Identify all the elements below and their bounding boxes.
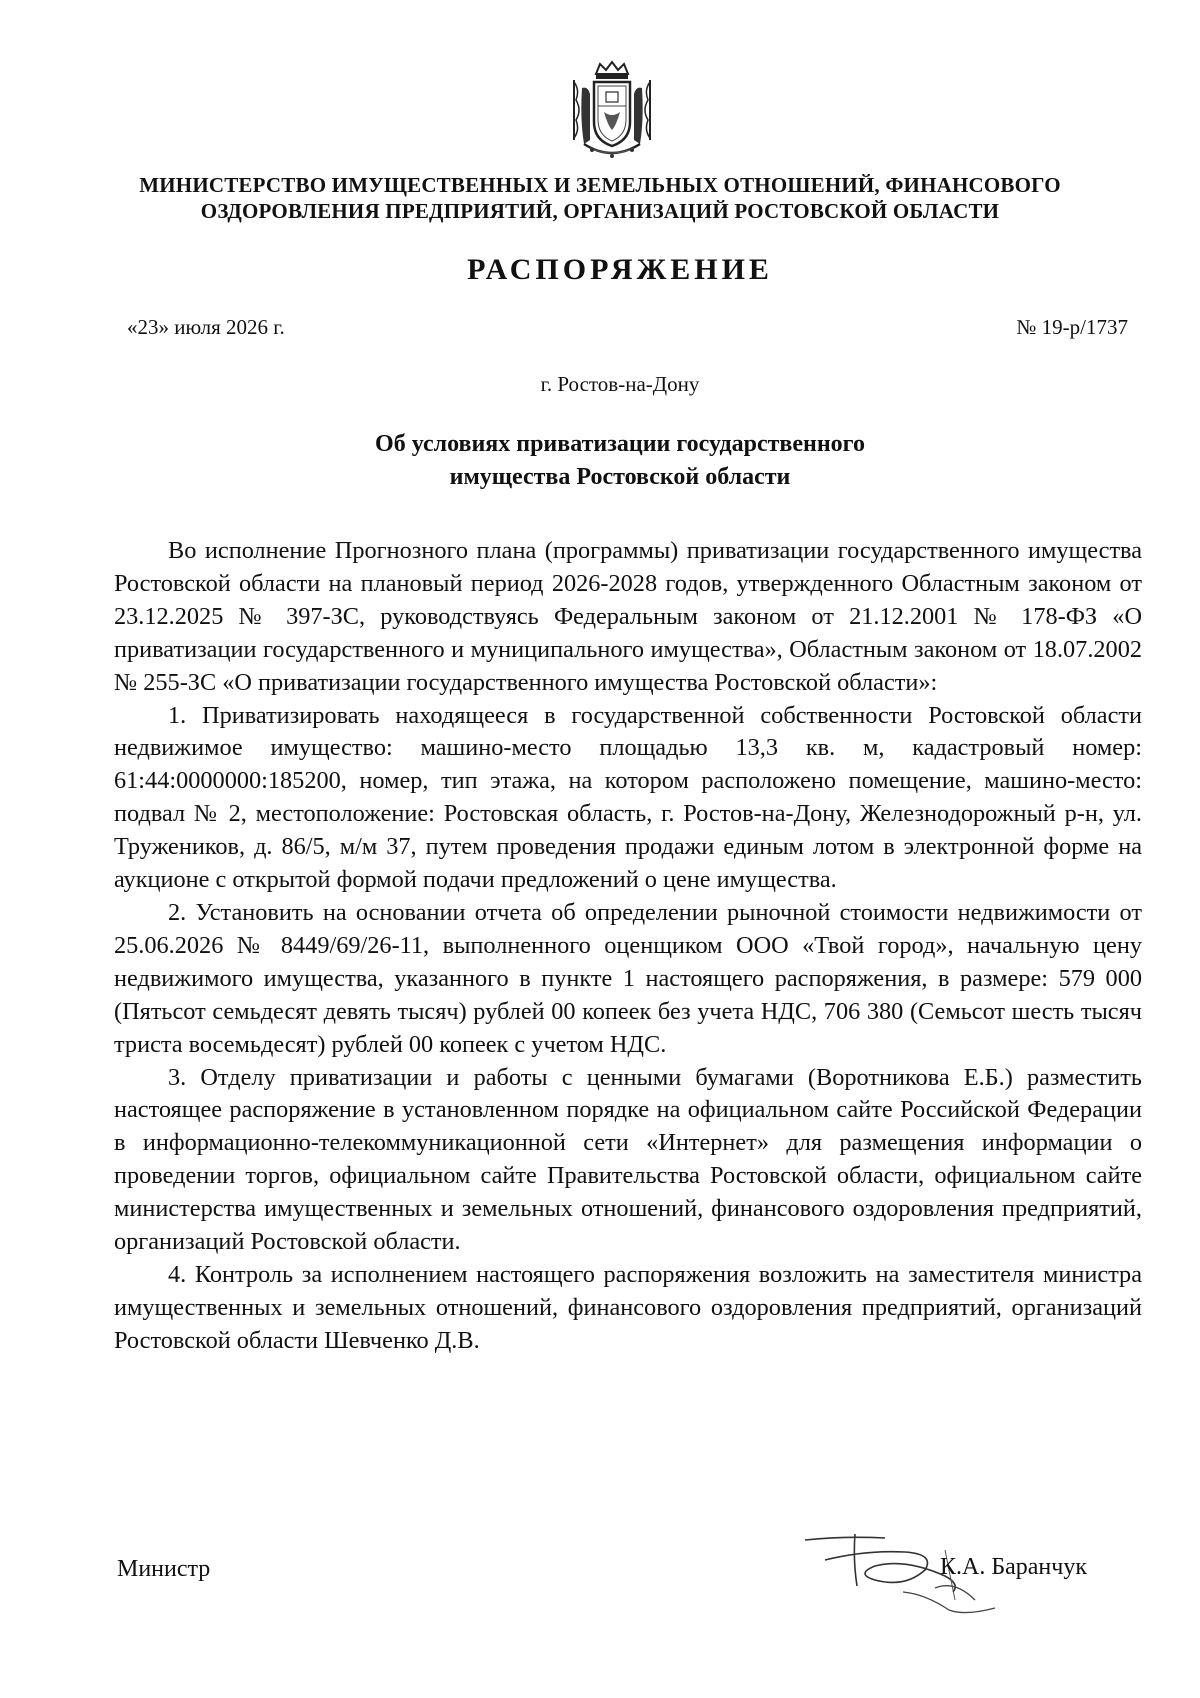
signer-position: Министр [117, 1556, 211, 1582]
ministry-name-line1: МИНИСТЕРСТВО ИМУЩЕСТВЕННЫХ И ЗЕМЕЛЬНЫХ ОТНОШЕНИЙ, ФИНАНСОВОГО [139, 173, 1061, 197]
document-date: «23» июля 2026 г. [127, 315, 285, 339]
ministry-name [100, 172, 1100, 224]
clause-2-paragraph: 2. Установить на основании отчета об определении рыночной стоимости недвижимости от 25.06.2026 № 8449/69/26-11, выполненного оценщиком ООО «Твой город», начальную цену недвижимого имущества, указанного в пункте 1 настоящего распоряжения, в размере: 579 000 (Пятьсот семьдесят девять тысяч) рублей 00 копеек без учета НДС, 706 380 (Семьсот шесть тысяч триста восемьдесят) рублей 00 копеек с учетом НДС. [114, 898, 1142, 1058]
document-body [114, 535, 1142, 1358]
document-city: г. Ростов-на-Дону [540, 372, 700, 396]
clause-1-paragraph: 1. Приватизировать находящееся в государственной собственности Ростовской области недвижимое имущество: машино-место площадью 13,3 кв. м, кадастровый номер: 61:44:0000000:185200, номер, тип этажа, на котором расположено помещение, машино-место: подвал № 2, местоположение: Ростовская область, г. Ростов-на-Дону, Железнодорожный р-н, ул. Тружеников, д. 86/5, м/м 37, путем проведения продажи единым лотом в электронной форме на аукционе с открытой формой подачи предложений о цене имущества. [114, 701, 1142, 894]
preamble-paragraph: Во исполнение Прогнозного плана (программы) приватизации государственного имущества Ростовской области на плановый период 2026-2028 годов, утвержденного Областным законом от 23.12.2025 № 397-ЗС, руководствуясь Федеральным законом от 21.12.2001 № 178-ФЗ «О приватизации государственного и муниципального имущества», Областным законом от 18.07.2002 № 255-ЗС «О приватизации государственного имущества Ростовской области»: [114, 537, 1142, 696]
signature-block [0, 1530, 1200, 1620]
signer-name: К.А. Баранчук [940, 1554, 1087, 1580]
document-subject [300, 428, 940, 494]
document-number: № 19-р/1737 [1016, 315, 1128, 339]
ministry-name-line2: ОЗДОРОВЛЕНИЯ ПРЕДПРИЯТИЙ, ОРГАНИЗАЦИЙ РОСТОВСКОЙ ОБЛАСТИ [200, 199, 1000, 223]
subject-line2: имущества Ростовской области [449, 464, 791, 490]
coat-of-arms-icon [566, 60, 658, 162]
clause-4-paragraph: 4. Контроль за исполнением настоящего распоряжения возложить на заместителя министра имущественных и земельных отношений, финансового оздоровления предприятий, организаций Ростовской области Шевченко Д.В. [114, 1260, 1142, 1354]
subject-line1: Об условиях приватизации государственного [375, 431, 865, 457]
clause-3-paragraph: 3. Отделу приватизации и работы с ценными бумагами (Воротникова Е.Б.) разместить настоящее распоряжение в установленном порядке на официальном сайте Российской Федерации в информационно-телекоммуникационной сети «Интернет» для размещения информации о проведении торгов, официальном сайте Правительства Ростовской области, официальном сайте министерства имущественных и земельных отношений, финансового оздоровления предприятий, организаций Ростовской области. [114, 1063, 1142, 1256]
document-type-title: РАСПОРЯЖЕНИЕ [467, 253, 773, 286]
